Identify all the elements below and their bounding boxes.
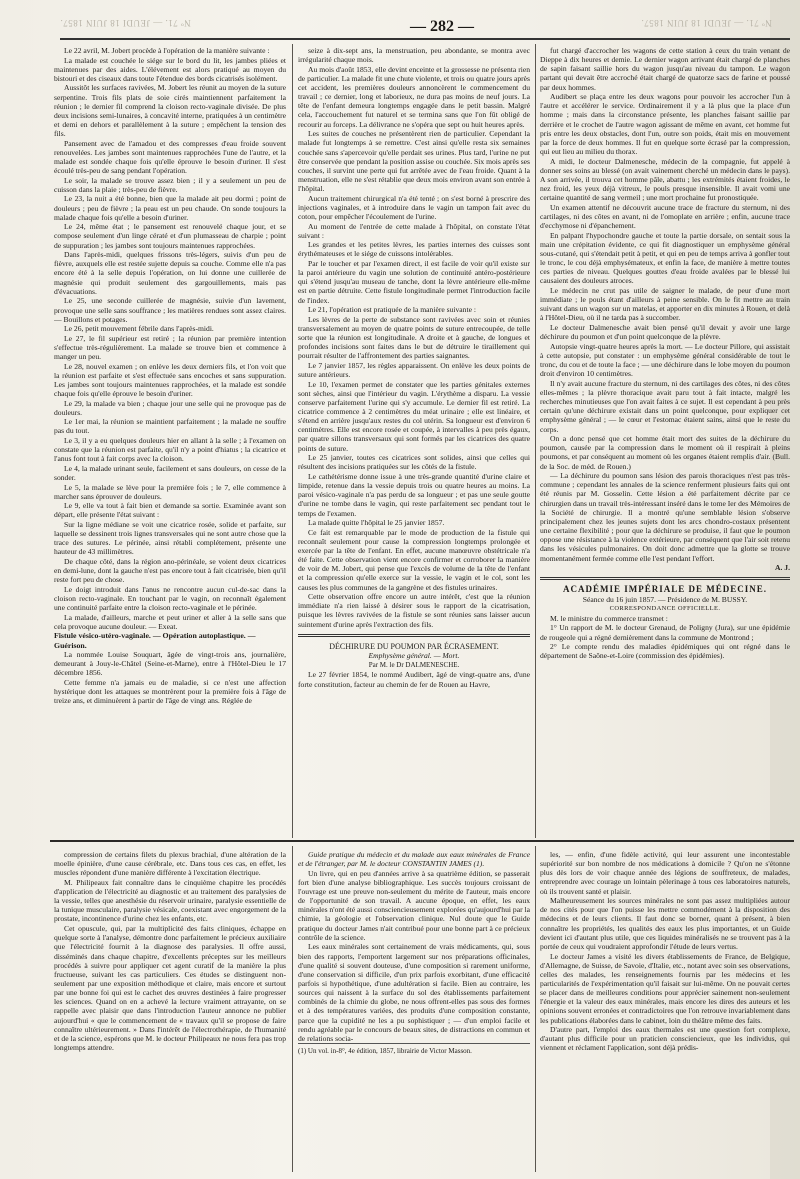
column-rule <box>535 846 536 1172</box>
paragraph: Il n'y avait aucune fracture du sternum, ni des cartilages des côtes, ni des côtes elles-mêmes ; la plèvre thoracique avait paru tout à fait intacte, malgré les recherches minutieuses que l'on avait faites à ce sujet. Il est cependant à peu près certain qu'une déchirure existait dans un point quelconque, pour expliquer cet emphysème général ; — le cœur et l'estomac étaient sains, ainsi que le reste du corps. <box>540 378 790 434</box>
paragraph: Le 3, il y a eu quelques douleurs hier en allant à la selle ; à l'examen on constate que la réunion est parfaite, qu'il n'y a point d'hiatus ; la cicatrice et l'anus font tout à fait corps avec la cloison. <box>54 436 286 464</box>
paragraph: les, — enfin, d'une fidèle activité, qui leur assurent une incontestable supériorité sur bon nombre de nos médications à domicile ? Qu'on ne s'étonne plus dès lors de voir chaque année des légions de souffreteux, de malades, entreprendre avec courage un lointain pèlerinage à tous ces laboratoires naturels, où ils trouvent santé et plaisir. <box>540 850 790 896</box>
paragraph: Le 24, même état ; le pansement est renouvelé chaque jour, et se compose seulement d'un linge cératé et d'un plumasseau de charpie ; point de suppuration ; les jambes sont toujours maintenues rapprochées. <box>54 222 286 250</box>
paragraph: Ce fait est remarquable par le mode de production de la fistule qui reconnaît seulement pour cause la compression longtemps prolongée et exercée par la tête de l'enfant. En effet, aucune manœuvre obstétricale n'a été faite. Cette observation vient encore confirmer et corroborer la manière de voir de M. Jobert, qui pense que l'excès de volume de la tête de l'enfant et la compression qu'elle exerce sur la vessie, le vagin et le col, sont les causes les plus communes de la gangrène et des fistules urinaires. <box>298 527 530 592</box>
paragraph: Le 21, l'opération est pratiquée de la manière suivante : <box>308 305 476 315</box>
paragraph: Le 9, elle va tout à fait bien et demande sa sortie. Examinée avant son départ, elle présente l'état suivant : <box>54 501 286 520</box>
column-e <box>298 850 530 1170</box>
article-author: Par M. le Dr DALMENESCHE. <box>368 660 460 669</box>
paragraph: Les suites de couches ne présentèrent rien de particulier. Cependant la malade fut longtemps à se remettre. C'est ainsi qu'elle resta six semaines couchée sans s'apercevoir qu'elle perdait ses urines. Plus tard, l'urine ne put être conservée que pendant la position assise ou couchée. Six mois après ses couches, il survint une perte qui fut arrêtée avec de l'eau froide. Quant à la menstruation, elle ne s'est rétablie que deux mois environ avant son entrée à l'hôpital. <box>298 129 530 194</box>
paragraph: Par le toucher et par l'examen direct, il est facile de voir qu'il existe sur la paroi antérieure du vagin une solution de continuité antéro-postérieure qui s'étend jusqu'au museau de tanche, dont la lèvre antérieure elle-même est en partie détruite. Cette fistule longitudinale permet l'introduction facile de l'index. <box>298 258 530 305</box>
section-divider-double <box>540 577 790 580</box>
paragraph: Le 23, la nuit a été bonne, bien que la malade ait peu dormi ; point de douleurs ; peu de fièvre ; la peau est un peu chaude. On sonde toujours la malade chaque fois qu'elle a besoin d'uriner. <box>54 194 286 222</box>
paragraph: Le 1er mai, la réunion se maintient parfaitement ; la malade ne souffre pas du tout. <box>54 417 286 436</box>
paragraph: M. le ministre du commerce transmet : <box>550 613 668 623</box>
paragraph: Le 7 janvier 1857, les règles apparaissent. On enlève les deux points de suture antérieurs. <box>298 360 530 379</box>
paragraph: Le 22 avril, M. Jobert procède à l'opération de la manière suivante : <box>64 46 270 55</box>
article-title: DÉCHIRURE DU POUMON PAR ÉCRASEMENT. <box>329 641 499 651</box>
paragraph: Cette observation offre encore un autre intérêt, c'est que la réunion immédiate n'a rien laissé à désirer sous le rapport de la cicatrisation, puisque les lèvres ravivées de la fistule se sont réunies sans laisser aucun suintement d'urine après l'extraction des fils. <box>298 592 530 629</box>
column-f <box>540 850 790 1170</box>
paragraph: Cet opuscule, qui, par la multiplicité des faits cliniques, échappe en quelque sorte à l'analyse, démontre donc parfaitement le précieux auxiliaire que l'électricité fournit à la diagnose des paralysies. Il offre aussi, disséminés dans chaque chapitre, d'excellents préceptes sur les meilleurs procédés à suivre pour appliquer cet agent curatif de la manière la plus fructueuse, suivant les cas particuliers. Ces études se distinguent non-seulement par une exposition méthodique et claire, mais encore et surtout par une bonne foi qui est le cachet des œuvres destinées à faire progresser les sciences. Quand on en a achevé la lecture vraiment attrayante, on se rappelle avec plaisir que dans l'introduction l'auteur annonce ne publier aujourd'hui « que le commencement de « travaux qu'il se propose de faire connaître ultérieurement. » Dans l'intérêt de l'électrothérapie, de l'humanité et de la science, espérons que M. le docteur Philipeaux ne nous fera pas trop longtemps attendre. <box>54 924 286 1053</box>
paragraph: Le médecin ne crut pas utile de saigner le malade, de peur d'une mort immédiate ; le pouls étant d'ailleurs à peine sensible. On le fit mettre au train suivant dans un wagon sur un matelas, et apporter en dix minutes à Rouen, et delà à l'Hôtel-Dieu, où il ne tarda pas à succomber. <box>540 286 790 323</box>
paragraph: Audibert se plaça entre les deux wagons pour pouvoir les accrocher l'un à l'autre et accélérer le service. Ordinairement il y a là plus que la place d'un homme ; mais dans la circonstance présente, les planches faisant saillie par derrière et le crochet de l'autre wagon agissant de même en avant, cet homme fut pris entre les deux obstacles, dont l'un, outre son poids, était mis en mouvement par la force de deux hommes. Il fut en quelque sorte écrasé par la compression, qui eut lieu au milieu du thorax. <box>540 92 790 157</box>
paragraph: Aussitôt les surfaces ravivées, M. Jobert les réunit au moyen de la suture serpentine. Trois fils plats de soie cirés maintiennent parfaitement la réunion ; le dernier fil comprend la cloison recto-vaginale divisée. De plus deux incisions semi-lunaires, à concavité interne, pratiquées à un centimètre et demi en dehors et parallèlement à la suture ; empêchent la tension des fils. <box>54 83 286 139</box>
column-rule <box>535 44 536 838</box>
footnote: (1) Un vol. in-8°, 4e édition, 1857, librairie de Victor Masson. <box>298 1043 530 1056</box>
paragraph: fut chargé d'accrocher les wagons de cette station à ceux du train venant de Dieppe à dix heures et demie. Le dernier wagon arrivant était chargé de planches de sapin faisant saillie hors du wagon jusqu'au niveau du tampon. Le wagon partant qui devait être accroché était chargé de quatorze sacs de farine et poussé par deux hommes. <box>540 46 790 92</box>
paragraph: Au mois d'août 1853, elle devint enceinte et la grossesse ne présenta rien de particulier. La malade fit une chute violente, et trois ou quatre jours après cet accident, les premières douleurs annoncèrent le commencement du travail ; ce dernier, long et laborieux, ne dura pas moins de neuf jours. La tête de l'enfant demeura longtemps engagée dans le petit bassin. Malgré cela, l'accouchement fut naturel et se termina sans que l'on fût obligé de recourir au forceps. La délivrance ne s'opéra que sept ou huit heures après. <box>298 64 530 129</box>
paragraph: Cette femme n'a jamais eu de maladie, si ce n'est une affection hystérique dont les attaques se montrèrent pour la première fois à l'âge de treize ans, et diminuèrent à partir de l'âge de vingt ans. Réglée de <box>54 678 286 706</box>
paragraph: A midi, le docteur Dalmenesche, médecin de la compagnie, fut appelé à donner ses soins au blessé (on avait vainement cherché un médecin dans le pays). A son arrivée, il trouva cet homme pâle, abattu ; les extrémités étaient froides, le nez froid, les yeux déjà vitreux, le pouls presque insensible. Il avait vomi une certaine quantité de sang vermeil ; une mort prochaine fut pronostiquée. <box>540 156 790 203</box>
paragraph: Autopsie vingt-quatre heures après la mort. — Le docteur Pillore, qui assistait à cette autopsie, put constater : un emphysème général considérable de tout le tronc, du cou et de toute la face ; — une déchirure dans le lobe moyen du poumon droit d'environ 10 centimètres. <box>540 341 790 379</box>
paragraph: Aucun traitement chirurgical n'a été tenté ; on s'est borné à prescrire des injections vaginales, et à introduire dans le vagin un tampon fait avec du coton, pour empêcher l'écoulement de l'urine. <box>298 193 530 221</box>
paragraph: La malade, d'ailleurs, marche et peut uriner et aller à la selle sans que cela provoque aucune douleur. — Exeat. <box>54 612 286 631</box>
paragraph: — La déchirure du poumon sans lésion des parois thoraciques n'est pas très-commune ; cependant les annales de la science renferment plusieurs faits qui ont été réunis par M. Gosselin. Cette lésion a été parfaitement décrite par ce chirurgien dans un travail très-intéressant inséré dans le tome Ier des Mémoires de la Société de chirurgie. Il a montré qu'une semblable lésion s'observe principalement chez les jeunes sujets dont les arcs chondro-costaux présentent une certaine flexibilité ; pour que la déchirure se produise, il faut que le poumon oppose une résistance à la violence extérieure, par conséquent que l'air soit retenu dans les vésicules pulmonaires. On doit donc admettre que la glotte se trouve momentanément fermée comme elle l'est pendant l'effort. <box>540 471 790 563</box>
column-d <box>54 850 286 1170</box>
paragraph: Le soir, la malade se trouve assez bien ; il y a seulement un peu de cuisson dans la plaie ; très-peu de fièvre. <box>54 175 286 194</box>
paragraph: Le 10, l'examen permet de constater que les parties génitales externes sont sèches, ainsi que l'intérieur du vagin. L'érythème a disparu. La vessie conserve parfaitement l'urine qui s'y accumule. Le dernier fil est retiré. La cicatrice commence à 2 centimètres du méat urinaire ; elle est linéaire, et s'étend en arrière jusqu'aux restes du col utérin. Sa longueur est d'environ 6 centimètres. Elle est encore rosée et coupée, à intervalles à peu près égaux, par quatre sillons transversaux qui sont formés par les cicatrices des quatre points de suture. <box>298 379 530 453</box>
section-divider <box>50 840 794 842</box>
paragraph: Le docteur James a visité les divers établissements de France, de Belgique, d'Allemagne, de Suisse, de Savoie, d'Italie, etc., notant avec soin ses observations, celles des malades, les renseignements fournis par les médecins et les particularités de l'expérimentation qu'il faisait sur lui-même. On ne pouvait certes se placer dans de meilleures conditions pour apprécier sainement non-seulement l'énergie et la valeur des eaux minérales, mais encore les dires des auteurs et les opinions souvent erronées et contradictoires que l'on retrouve invariablement dans les publications élaborées dans le cabinet, loin du théâtre même des faits. <box>540 951 790 1025</box>
review-heading: Guide pratique du médecin et du malade aux eaux minérales de France et de l'étranger, par M. le docteur CONSTANTIN JAMES (1). <box>298 850 530 869</box>
paragraph: Le cathétérisme donne issue à une très-grande quantité d'urine claire et limpide, retenue dans la vessie depuis trois ou quatre heures au moins. La paroi vésico-vaginale n'a pas perdu de sa longueur ; et pas une seule goutte d'urine ne tombe dans le vagin, qui reste parfaitement sec pendant tout le temps de l'examen. <box>298 471 530 518</box>
header-rule <box>60 38 790 40</box>
article-subtitle: Emphysème général. — Mort. <box>368 651 460 661</box>
column-c <box>540 46 790 836</box>
mirrored-header-right: Nº 71. — JEUDI 18 JUIN 1857. <box>641 18 772 28</box>
paragraph: Le 5, la malade se lève pour la première fois ; le 7, elle commence à marcher sans éprouver de douleurs. <box>54 482 286 501</box>
paragraph: Le 27 février 1854, le nommé Audibert, âgé de vingt-quatre ans, d'une forte constitution, facteur au chemin de fer de Rouen au Havre, <box>298 670 530 689</box>
column-a <box>54 46 286 836</box>
paragraph: Les eaux minérales sont certainement de vrais médicaments, qui, sous bien des rapports, l'emportent largement sur nos préparations officinales, d'une qualité si souvent douteuse, d'une composition si rarement uniforme, d'une conservation si difficile, d'un prix parfois exorbitant, d'une efficacité parfois si hypothétique, d'une adultération si facile. Bien au contraire, les sources qui naissent à la surface du sol des établissements parfaitement combinés de la chimie du globe, ne nous offrent-elles pas sous des formes et à des températures variées, des produits d'une composition constante, parce que la cupidité ne les a pu sophistiquer ; — d'un emploi facile et rendu agréable par le concours de beaux sites, de distractions en commun et de relations socia- <box>298 942 530 1043</box>
paragraph: Le 28, nouvel examen ; on enlève les deux derniers fils, et l'on voit que la réunion est parfaite et s'est effectuée sans encoches et sans suppuration. Les jambes sont toujours maintenues rapprochées, et la malade est sondée chaque fois qu'elle éprouve le besoin d'uriner. <box>54 361 286 399</box>
signature: A. J. <box>775 563 790 573</box>
article-divider <box>298 634 530 637</box>
paragraph: seize à dix-sept ans, la menstruation, peu abondante, se montra avec irrégularité chaque mois. <box>298 46 530 65</box>
column-rule <box>292 846 293 1172</box>
paragraph: Un livre, qui en peu d'années arrive à sa quatrième édition, se passerait fort bien d'une analyse bibliographique. Les succès toujours croissant de l'ouvrage est une preuve non-seulement du mérite de l'auteur, mais encore de l'opportunité de son travail. A aucune époque, en effet, les eaux minérales n'ont été aussi consciencieusement explorées qu'aujourd'hui par la chimie, la géologie et l'observation clinique. Nul doute que le Guide pratique du docteur James n'ait contribué pour une bonne part à ce précieux contrôle de la science. <box>298 868 530 942</box>
paragraph: Sur la ligne médiane se voit une cicatrice rosée, solide et parfaite, sur laquelle se dessinent trois lignes transversales qui ne sont autre chose que la trace des sutures. Le périnée, ainsi rétabli complétement, présente une hauteur de 43 millimètres. <box>54 520 286 557</box>
paragraph: Le 29, la malade va bien ; chaque jour une selle qui ne provoque pas de douleurs. <box>54 398 286 417</box>
academy-session: Séance du 16 juin 1857. — Présidence de M. BUSSY. <box>582 594 748 604</box>
paragraph: 2° Le compte rendu des maladies épidémiques qui ont régné dans le département de Saône-et-Loire (commission des épidémies). <box>540 642 790 661</box>
paragraph: compression de certains filets du plexus brachial, d'une altération de la moelle épinière, d'une cause cérébrale, etc. Dans tous ces cas, en effet, les muscles répondent d'une manière différente à l'excitation électrique. <box>54 850 286 878</box>
paragraph: De chaque côté, dans la région ano-périnéale, se voient deux cicatrices en demi-lune, dont la gauche n'est pas encore tout à fait cicatrisée, bien qu'il reste fort peu de chose. <box>54 557 286 585</box>
column-rule <box>292 44 293 838</box>
academy-title: ACADÉMIE IMPÉRIALE DE MÉDECINE. <box>562 584 767 595</box>
section-title: Fistule vésico-utéro-vaginale. — Opération autoplastique. — Guérison. <box>54 631 256 650</box>
paragraph: La nommée Louise Souquart, âgée de vingt-trois ans, journalière, demeurant à Jouy-le-Châtel (Seine-et-Marne), entre à l'Hôtel-Dieu le 17 décembre 1856. <box>54 650 286 678</box>
paragraph: On a donc pensé que cet homme était mort des suites de la déchirure du poumon, causée par la compression dans le moment où il respirait à pleins poumons, et par conséquent au moment où les organes étaient remplis d'air. (Bull. de la Soc. de méd. de Rouen.) <box>540 434 790 471</box>
paragraph: Le doigt introduit dans l'anus ne rencontre aucun cul-de-sac dans la cloison recto-vaginale. En touchant par le vagin, on reconnaît également une continuité parfaite entre la cloison recto-vaginale et le périnée. <box>54 584 286 613</box>
paragraph: Pansement avec de l'amadou et des compresses d'eau froide souvent renouvelées. Les jambes sont maintenues rapprochées l'une de l'autre, et la malade est sondée chaque fois qu'elle éprouve le besoin d'uriner. Il s'est écoulé très-peu de sang pendant l'opération. <box>54 138 286 176</box>
paragraph: Le 26, petit mouvement fébrile dans l'après-midi. <box>64 324 214 334</box>
paragraph: Le docteur Dalmenesche avait bien pensé qu'il devait y avoir une large déchirure du poumon et d'un point quelconque de la plèvre. <box>540 323 790 342</box>
paragraph: 1° Un rapport de M. le docteur Grenaud, de Poligny (Jura), sur une épidémie de rougeole qui a régné dernièrement dans la commune de Montrond ; <box>540 623 790 642</box>
page-number: — 282 — <box>410 18 474 35</box>
paragraph: Malheureusement les sources minérales ne sont pas assez multipliées autour de nos cités pour que l'on puisse les mettre commodément à la disposition des médecins et de leurs clients. Il faut donc se borner, quant à présent, à bien connaître les propriétés, les qualités des eaux les plus importantes, et un Guide devient ici d'autant plus utile, que ces liquides minéralisés ne se trouvent pas à la portée de ceux qui voudraient approfondir l'étude de leurs vertus. <box>540 896 790 951</box>
paragraph: Le 4, la malade urinant seule, facilement et sans douleurs, on cesse de la sonder. <box>54 463 286 483</box>
correspondence-title: CORRESPONDANCE OFFICIELLE. <box>609 605 721 613</box>
mirrored-header-left: Nº 71. — JEUDI 18 JUIN 1857. <box>60 18 191 28</box>
column-b <box>298 46 530 836</box>
paragraph: Dans l'après-midi, quelques frissons très-légers, suivis d'un peu de fièvre, auxquels elle est restée sujette depuis sa couche. Comme elle n'a pas encore été à la selle depuis l'opération, on lui donne une cuillerée de magnésie qui produit seulement des gargouillements, mais pas d'évacuations. <box>54 250 286 296</box>
paragraph: Le 25 janvier, toutes ces cicatrices sont solides, ainsi que celles qui résultent des incisions pratiquées sur les côtés de la fistule. <box>298 453 530 472</box>
paragraph: D'autre part, l'emploi des eaux thermales est une question fort complexe, d'autant plus difficile pour un praticien consciencieux, que les individus, qui viennent et réclament l'application, sont déjà prédis- <box>540 1025 790 1053</box>
paragraph: Au moment de l'entrée de cette malade à l'hôpital, on constate l'état suivant : <box>298 221 530 240</box>
paragraph: Le 25, une seconde cuillerée de magnésie, suivie d'un lavement, provoque une selle sans souffrance ; les matières rendues sont assez claires. — Bouillons et potages. <box>54 296 286 324</box>
paragraph: Le 27, le fil supérieur est retiré ; la réunion par première intention s'effectue très-régulièrement. La malade se trouve bien et commence à manger un peu. <box>54 333 286 362</box>
paragraph: La malade quitte l'hôpital le 25 janvier 1857. <box>308 518 445 528</box>
paragraph: M. Philipeaux fait connaître dans le cinquième chapitre les procédés d'application de l'électricité au diagnostic et au traitement des paralysies de la vessie, telles que anesthésie du réservoir urinaire, paralysie essentielle de la tunique musculaire, paralysie vésicale, coexistant avec engorgement de la prostate, incontinence d'urine chez les enfants, etc. <box>54 877 286 924</box>
running-head <box>60 14 790 40</box>
paragraph: Les grandes et les petites lèvres, les parties internes des cuisses sont érythémateuses et le siége de cuissons intolérables. <box>298 240 530 259</box>
paragraph: La malade est couchée le siége sur le bord du lit, les jambes pliées et maintenues par des aides. L'élévement est alors pratiqué au moyen du bistouri et des ciseaux dans toute l'étendue des bords cicatrisés isolément. <box>54 55 286 83</box>
paragraph: En palpant l'hypochondre gauche et toute la partie dorsale, on sentait sous la main une crépitation évidente, ce qui fit diagnostiquer un emphysème général sous-cutané, qui s'étendait petit à petit, et qui en peu de temps arriva à gonfler tout le tronc, le cou déjà emphysémateux, et enfin la face, de manière à mettre toutes ces parties de niveau. Quelques gouttes d'eau froide avalées par le blessé lui causaient des douleurs atroces. <box>540 230 790 286</box>
paragraph: Les lèvres de la perte de substance sont ravivées avec soin et réunies transversalement au moyen de quatre points de suture entrecoupée, de telle sorte que la réunion est longitudinale. A droite et à gauche, de longues et profondes incisions sont faites dans le but de détruire le tiraillement qui pourrait résulter de l'affrontement des parties saignantes. <box>298 314 530 361</box>
paragraph: Un examen attentif ne découvrit aucune trace de fracture du sternum, ni des cartilages, ni des côtes en avant, ni de l'omoplate en arrière ; enfin, aucune trace d'ecchymose ni d'épanchement. <box>540 202 790 231</box>
